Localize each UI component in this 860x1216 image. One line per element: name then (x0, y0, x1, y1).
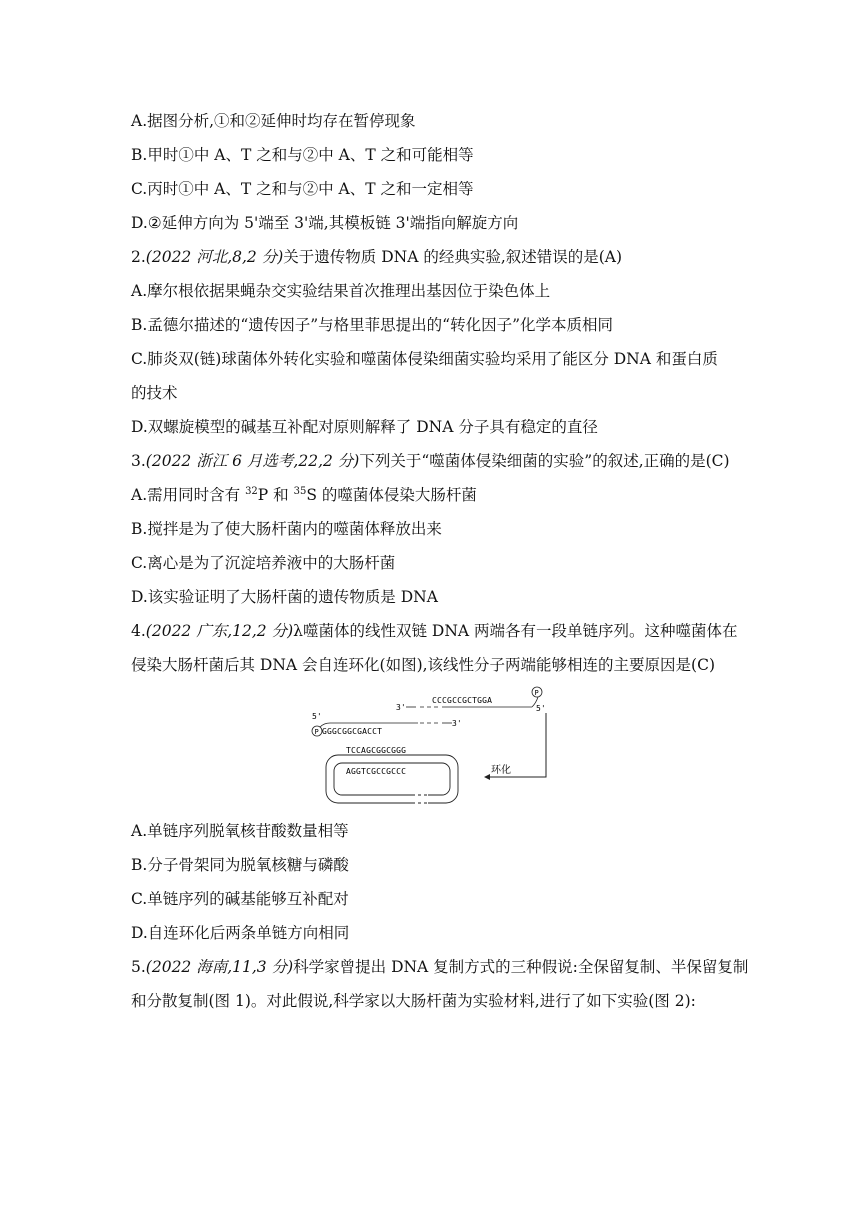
label-3prime-bottom: 3' (452, 719, 462, 728)
isotope-mass-35: 35 (293, 486, 307, 497)
arrow-head-icon (484, 774, 490, 780)
q2-source: (2022 河北,8,2 分) (145, 248, 284, 266)
q4-stem-continued: 侵染大肠杆菌后其 DNA 会自连环化(如图),该线性分子两端能够相连的主要原因是(C) (131, 656, 716, 674)
q2-stem (131, 247, 622, 267)
q2-option-d: D.双螺旋模型的碱基互补配对原则解释了 DNA 分子具有稳定的直径 (131, 418, 598, 436)
arrow-label: 环化 (491, 765, 511, 776)
q2-stem-text: 关于遗传物质 DNA 的经典实验,叙述错误的是(A) (283, 248, 623, 266)
q4-option-c: C.单链序列的碱基能够互补配对 (131, 890, 349, 908)
q1-option-c: C.丙时①中 A、T 之和与②中 A、T 之和一定相等 (131, 180, 474, 198)
q2-option-c: C.肺炎双(链)球菌体外转化实验和噬菌体侵染细菌实验均采用了能区分 DNA 和蛋白质 (131, 350, 718, 368)
q1-option-d: D.②延伸方向为 5'端至 3'端,其模板链 3'端指向解旋方向 (131, 214, 519, 232)
q3-option-a (131, 485, 477, 505)
label-5prime-bottom: 5' (312, 712, 322, 721)
bottom-single-strand-sequence: GGGCGGCGACCT (322, 727, 383, 736)
q4-option-b: B.分子骨架同为脱氧核糖与磷酸 (131, 856, 349, 874)
ring-outer-strand (326, 755, 458, 803)
q4-stem (131, 621, 738, 641)
q3-stem (131, 451, 730, 471)
q5-stem-text: 科学家曾提出 DNA 复制方式的三种假说:全保留复制、半保留复制 (293, 958, 749, 976)
q2-number: 2. (131, 248, 146, 266)
q3-option-a-text-mid: P 和 (257, 486, 294, 504)
q5-stem-continued: 和分散复制(图 1)。对此假说,科学家以大肠杆菌为实验材料,进行了如下实验(图 2): (131, 992, 696, 1010)
q5-stem (131, 957, 748, 977)
label-3prime-top: 3' (396, 703, 406, 712)
q5-source: (2022 海南,11,3 分) (145, 958, 294, 976)
q4-option-d: D.自连环化后两条单链方向相同 (131, 924, 350, 942)
q3-option-c: C.离心是为了沉淀培养液中的大肠杆菌 (131, 554, 396, 572)
q4-number: 4. (131, 622, 146, 640)
q5-number: 5. (131, 958, 146, 976)
q4-source: (2022 广东,12,2 分) (145, 622, 294, 640)
label-5prime-top: 5' (536, 704, 546, 713)
q3-option-b: B.搅拌是为了使大肠杆菌内的噬菌体释放出来 (131, 520, 442, 538)
isotope-mass-32: 32 (245, 486, 258, 497)
q3-number: 3. (131, 452, 146, 470)
q2-option-a: A.摩尔根依据果蝇杂交实验结果首次推理出基因位于染色体上 (131, 282, 551, 300)
phosphate-label-bottom: P (314, 728, 319, 736)
q2-option-b: B.孟德尔描述的“遗传因子”与格里菲思提出的“转化因子”化学本质相同 (131, 316, 614, 334)
q4-stem-text: λ噬菌体的线性双链 DNA 两端各有一段单链序列。这种噬菌体在 (293, 622, 738, 640)
q1-option-b: B.甲时①中 A、T 之和与②中 A、T 之和可能相等 (131, 146, 474, 164)
ring-outer-sequence: TCCAGCGGCGGG (346, 746, 407, 755)
q1-option-a: A.据图分析,①和②延伸时均存在暂停现象 (131, 112, 416, 130)
q3-option-a-text: A.需用同时含有 (131, 486, 246, 504)
q3-option-a-text-end: S 的噬菌体侵染大肠杆菌 (306, 486, 477, 504)
phosphate-label-top: P (534, 689, 539, 697)
dna-circularization-figure (300, 683, 562, 809)
top-single-strand-sequence: CCCGCCGCTGGA (432, 696, 493, 705)
q2-option-c-continued: 的技术 (131, 384, 178, 402)
q4-option-a: A.单链序列脱氧核苷酸数量相等 (131, 822, 349, 840)
ring-inner-sequence: AGGTCGCCGCCC (346, 767, 407, 776)
q3-option-d: D.该实验证明了大肠杆菌的遗传物质是 DNA (131, 588, 438, 606)
q3-stem-text: 下列关于“噬菌体侵染细菌的实验”的叙述,正确的是(C) (359, 452, 730, 470)
q3-source: (2022 浙江 6 月选考,22,2 分) (145, 452, 360, 470)
